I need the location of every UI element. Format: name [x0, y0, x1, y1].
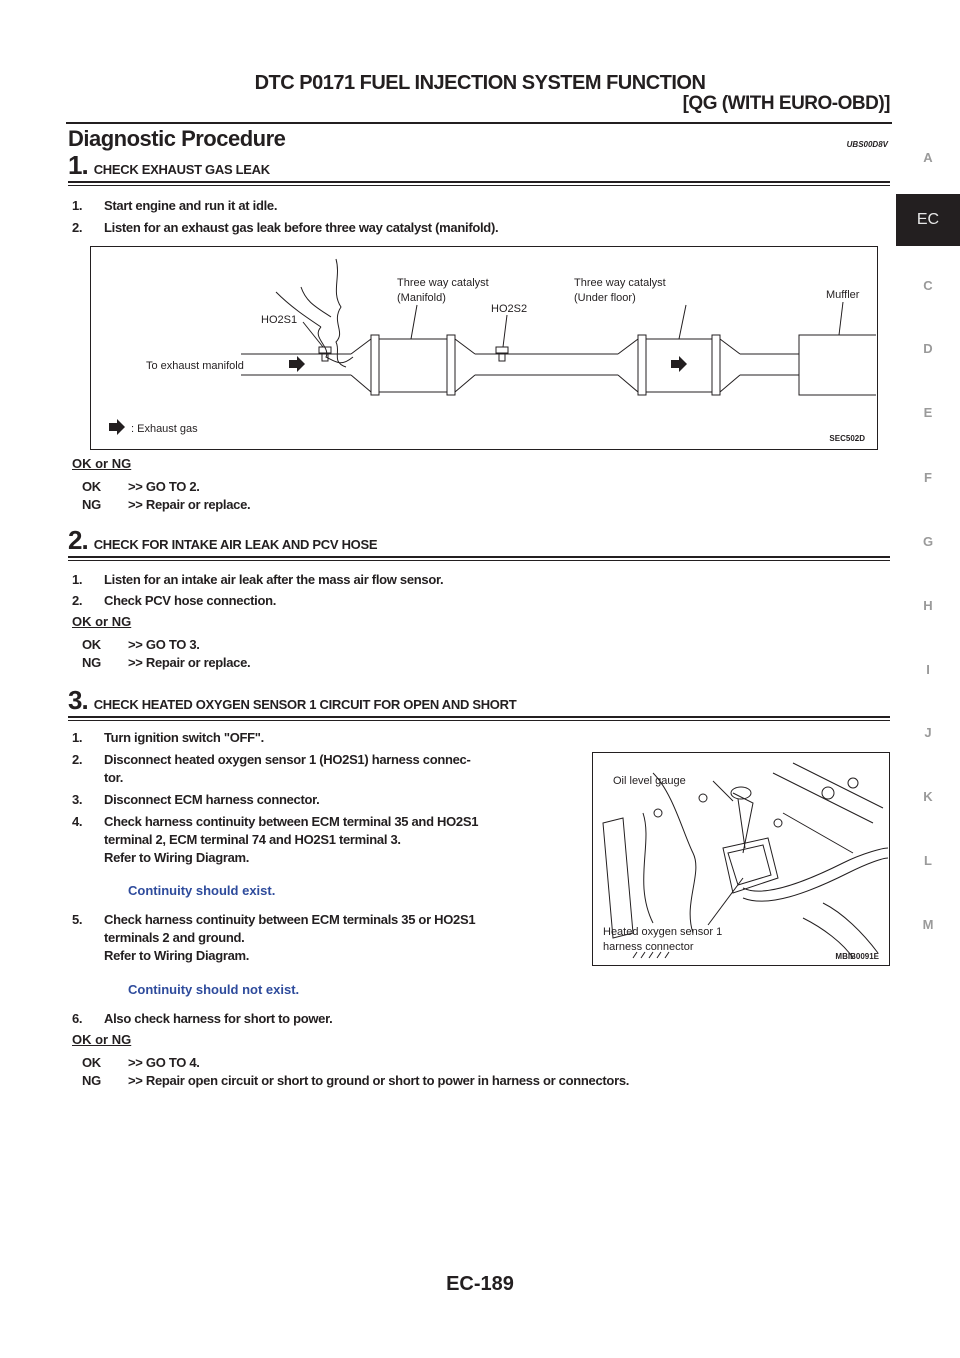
page-number: EC-189: [446, 1273, 514, 1295]
exhaust-diagram-graphic: [91, 247, 876, 448]
svg-text:harness connector: harness connector: [603, 941, 694, 953]
sidebar-tab-k[interactable]: K: [923, 789, 933, 804]
list-item: 4. Check harness continuity between ECM terminal 35 and HO2S1 terminal 2, ECM terminal 74 and HO2S1 terminal 3. Refer to Wiring Diagram.: [72, 814, 479, 865]
step-divider: [68, 556, 890, 561]
step-3-heading: [68, 685, 516, 716]
sidebar-tab-h[interactable]: H: [923, 598, 933, 613]
figure-id: MBIB0091E: [835, 952, 879, 961]
ok-or-ng-label: OK or NG: [72, 1032, 132, 1047]
step-number: 3.: [68, 685, 88, 715]
header-divider: [66, 122, 892, 124]
result-ng: NG >> Repair or replace.: [82, 655, 251, 670]
list-item: 2. Listen for an exhaust gas leak before three way catalyst (manifold).: [72, 220, 499, 235]
sidebar-tab-j[interactable]: J: [924, 725, 932, 740]
result-ng: NG >> Repair open circuit or short to ground or short to power in harness or connectors.: [82, 1073, 630, 1088]
svg-text:Heated oxygen sensor 1: Heated oxygen sensor 1: [603, 926, 723, 938]
list-item: 2. Check PCV hose connection.: [72, 593, 277, 608]
page-header-subtitle: [QG (WITH EURO-OBD)]: [682, 93, 890, 114]
svg-text:Oil level gauge: Oil level gauge: [613, 775, 686, 787]
svg-text:: Exhaust gas: : Exhaust gas: [131, 423, 198, 435]
sidebar-tab-a[interactable]: A: [923, 150, 933, 165]
svg-text:Muffler: Muffler: [826, 289, 860, 301]
result-ok: OK >> GO TO 3.: [82, 637, 200, 652]
sidebar-tab-ec[interactable]: EC: [896, 194, 960, 246]
ok-or-ng-label: OK or NG: [72, 456, 132, 471]
procedure-title: Diagnostic Procedure: [68, 126, 286, 151]
sidebar-tab-m[interactable]: M: [922, 917, 934, 932]
step-title: CHECK EXHAUST GAS LEAK: [93, 162, 270, 177]
sidebar-tab-f[interactable]: F: [924, 470, 932, 485]
ok-or-ng-label: OK or NG: [72, 614, 132, 629]
result-ok: OK >> GO TO 2.: [82, 479, 200, 494]
list-item: 5. Check harness continuity between ECM terminals 35 or HO2S1 terminals 2 and ground. Refer to Wiring Diagram.: [72, 912, 476, 963]
list-item: 1. Turn ignition switch "OFF".: [72, 730, 264, 745]
step-title: CHECK FOR INTAKE AIR LEAK AND PCV HOSE: [93, 537, 378, 552]
step-number: 1.: [68, 150, 88, 180]
step-divider: [68, 716, 890, 721]
section-index-sidebar: [896, 0, 960, 1358]
engine-bay-illustration: [592, 752, 890, 966]
result-ng: NG >> Repair or replace.: [82, 497, 251, 512]
list-item: 1. Listen for an intake air leak after the mass air flow sensor.: [72, 572, 444, 587]
sidebar-tab-g[interactable]: G: [922, 534, 934, 549]
page-header-title: DTC P0171 FUEL INJECTION SYSTEM FUNCTION: [254, 72, 706, 94]
figure-id: SEC502D: [829, 434, 865, 443]
svg-text:(Manifold): (Manifold): [397, 292, 446, 304]
sidebar-tab-e[interactable]: E: [923, 405, 933, 420]
spec-continuity-not-exist: Continuity should not exist.: [128, 982, 300, 997]
sidebar-tab-d[interactable]: D: [923, 341, 933, 356]
step-number: 2.: [68, 525, 88, 555]
list-item: 2. Disconnect heated oxygen sensor 1 (HO2S1) harness connec- tor.: [72, 752, 471, 785]
svg-text:HO2S2: HO2S2: [491, 303, 528, 315]
svg-text:(Under floor): (Under floor): [574, 292, 636, 304]
engine-bay-graphic: [593, 753, 888, 964]
svg-text:HO2S1: HO2S1: [261, 314, 298, 326]
step-2-heading: [68, 525, 377, 556]
list-item: 1. Start engine and run it at idle.: [72, 198, 278, 213]
result-ok: OK >> GO TO 4.: [82, 1055, 200, 1070]
svg-text:To exhaust manifold: To exhaust manifold: [146, 360, 244, 372]
svg-text:Three way catalyst: Three way catalyst: [574, 277, 666, 289]
step-1-heading: [68, 150, 270, 181]
list-item: 3. Disconnect ECM harness connector.: [72, 792, 320, 807]
sidebar-tab-l[interactable]: L: [924, 853, 932, 868]
sidebar-tab-i[interactable]: I: [926, 662, 930, 677]
sidebar-tab-c[interactable]: C: [923, 278, 933, 293]
step-divider: [68, 181, 890, 186]
svg-text:Three way catalyst: Three way catalyst: [397, 277, 489, 289]
spec-continuity-exist: Continuity should exist.: [128, 883, 276, 898]
procedure-ref-id: UBS00D8V: [846, 140, 888, 149]
list-item: 6. Also check harness for short to power.: [72, 1011, 333, 1026]
exhaust-system-diagram: [90, 246, 878, 450]
step-title: CHECK HEATED OXYGEN SENSOR 1 CIRCUIT FOR OPEN AND SHORT: [93, 697, 517, 712]
